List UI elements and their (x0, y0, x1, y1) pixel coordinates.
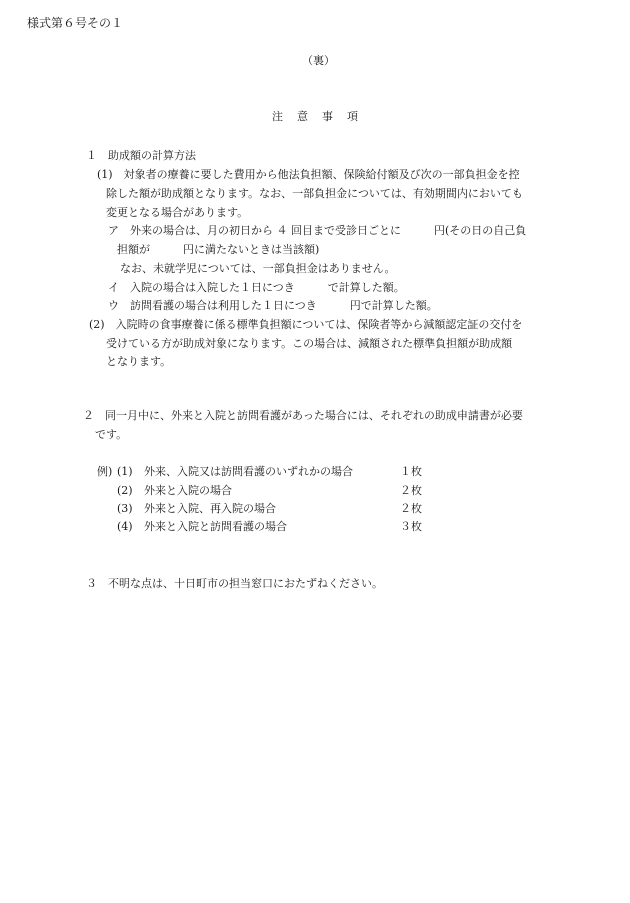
item-1-line-2: 除した額が助成額となります。なお、一部負担金については、有効期間内においても (106, 187, 523, 200)
section-2-line-1: ２ 同一月中に、外来と入院と訪問看護があった場合には、それぞれの助成申請書が必要 (83, 409, 523, 422)
example-text: 外来と入院と訪問看護の場合 (144, 520, 287, 533)
item-1-line-1: (1) 対象者の療養に要した費用から他法負担額、保険給付額及び次の一部負担金を控 (97, 168, 520, 181)
item-2-line-3: となります。 (106, 355, 172, 368)
item-2-line-1: (2) 入院時の食事療養に係る標準負担額については、保険者等から減額認定証の交付を (89, 318, 523, 331)
example-number: (4) (117, 520, 133, 533)
item-1-a-line-1: ア 外来の場合は、月の初日から ４ 回目まで受診日ごとに 円(その日の自己負 (108, 224, 527, 237)
example-count: １枚 (400, 465, 422, 478)
page-title: 注意事項 (272, 110, 372, 123)
example-count: ３枚 (400, 520, 422, 533)
item-1-u-line: ウ 訪問看護の場合は利用した１日につき 円で計算した額。 (108, 299, 438, 312)
item-1-a-line-2: 担額が 円に満たないときは当該額) (117, 243, 320, 256)
item-1-line-3: 変更となる場合があります。 (106, 206, 249, 219)
example-number: (1) (117, 465, 133, 478)
example-count: ２枚 (400, 502, 422, 515)
example-number: (2) (117, 484, 133, 497)
example-text: 外来、入院又は訪問看護のいずれかの場合 (144, 465, 353, 478)
item-2-line-2: 受けている方が助成対象になります。この場合は、減額された標準負担額が助成額 (106, 337, 513, 350)
examples-label: 例) (97, 465, 113, 478)
example-number: (3) (117, 502, 133, 515)
example-count: ２枚 (400, 484, 422, 497)
page-side-label: （裏） (302, 54, 335, 67)
item-1-i-line: イ 入院の場合は入院した１日につき で計算した額。 (108, 281, 405, 294)
section-3-line: ３ 不明な点は、十日町市の担当窓口におたずねください。 (86, 577, 383, 590)
section-1-heading: １ 助成額の計算方法 (86, 149, 196, 162)
form-number: 様式第６号その１ (27, 16, 124, 30)
section-2-line-2: です。 (95, 428, 128, 441)
example-text: 外来と入院、再入院の場合 (144, 502, 276, 515)
item-1-a-note: なお、未就学児については、一部負担金はありません。 (120, 262, 396, 275)
example-text: 外来と入院の場合 (144, 484, 232, 497)
